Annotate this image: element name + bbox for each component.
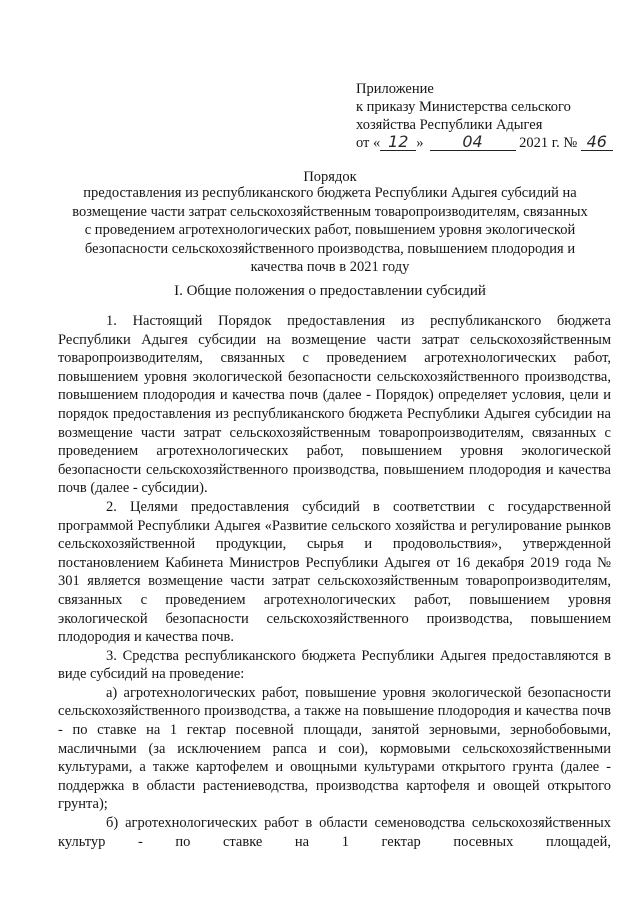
handwritten-month: 04 [430,134,516,151]
section-heading: I. Общие положения о предоставлении субсидий [174,283,486,299]
paragraph-3b: б) агротехнологических работ в области семеноводства сельскохозяйственных культур - по ставке на 1 гектар посевных площадей, [58,815,611,850]
document-body [58,312,611,851]
document-subtitle: предоставления из республиканского бюджета Республики Адыгея субсидий на возмещение части затрат сельскохозяйственным товаропроизводителям, связанных с проведением агротехнологических работ, повышением уровня экологической безопасности сельскохозяйственного производства, повышением плодородия и качества почв в 2021 году [72,185,588,275]
appendix-line-3: хозяйства Республики Адыгея [356,117,543,133]
date-year: 2021 г. № [519,135,578,151]
appendix-date-line [356,134,613,152]
appendix-line-1: Приложение [356,81,434,97]
appendix-block [356,80,613,152]
paragraph-1: 1. Настоящий Порядок предоставления из республиканского бюджета Республики Адыгея субсидии на возмещение части затрат сельскохозяйственным товаропроизводителям, связанных с проведением агротехнологических работ, повышением уровня экологической безопасности сельскохозяйственного производства, повышением плодородия и качества почв (далее - Порядок) определяет условия, цели и порядок предоставления из республиканского бюджета Республики Адыгея субсидии на возмещение части затрат сельскохозяйственным товаропроизводителям, связанных с проведением агротехнологических работ, повышением уровня экологической безопасности сельскохозяйственного производства, повышением плодородия и качества почв (далее - субсидии). [58,313,611,497]
date-prefix: от « [356,135,381,151]
date-mid: » [416,135,424,151]
document-title: Порядок [303,169,357,185]
paragraph-3: 3. Средства республиканского бюджета Республики Адыгея предоставляются в виде субсидий на проведение: [58,647,611,683]
handwritten-order-number: 46 [581,134,613,151]
paragraph-2: 2. Целями предоставления субсидий в соответствии с государственной программой Республики Адыгея «Развитие сельского хозяйства и регулирование рынков сельскохозяйственной продукции, сырья и продовольствия», утвержденной постановлением Кабинета Министров Республики Адыгея от 16 декабря 2019 года № 301 является возмещение части затрат сельскохозяйственным товаропроизводителям, связанных с проведением агротехнологических работ, повышением уровня экологической безопасности сельскохозяйственного производства, повышением плодородия и качества почв. [58,498,611,646]
handwritten-day: 12 [380,134,416,151]
paragraph-3a: а) агротехнологических работ, повышение уровня экологической безопасности сельскохозяйственного производства, а также на повышение плодородия и качества почв - по ставке на 1 гектар посевной площади, занятой зерновыми, зернобобовыми, масличными (за исключением рапса и сои), кормовыми сельскохозяйственными культурами, а также картофелем и овощными культурами открытого грунта (далее - поддержка в области растениеводства, производства картофеля и овощей открытого грунта); [58,684,611,813]
appendix-line-2: к приказу Министерства сельского [356,99,571,115]
